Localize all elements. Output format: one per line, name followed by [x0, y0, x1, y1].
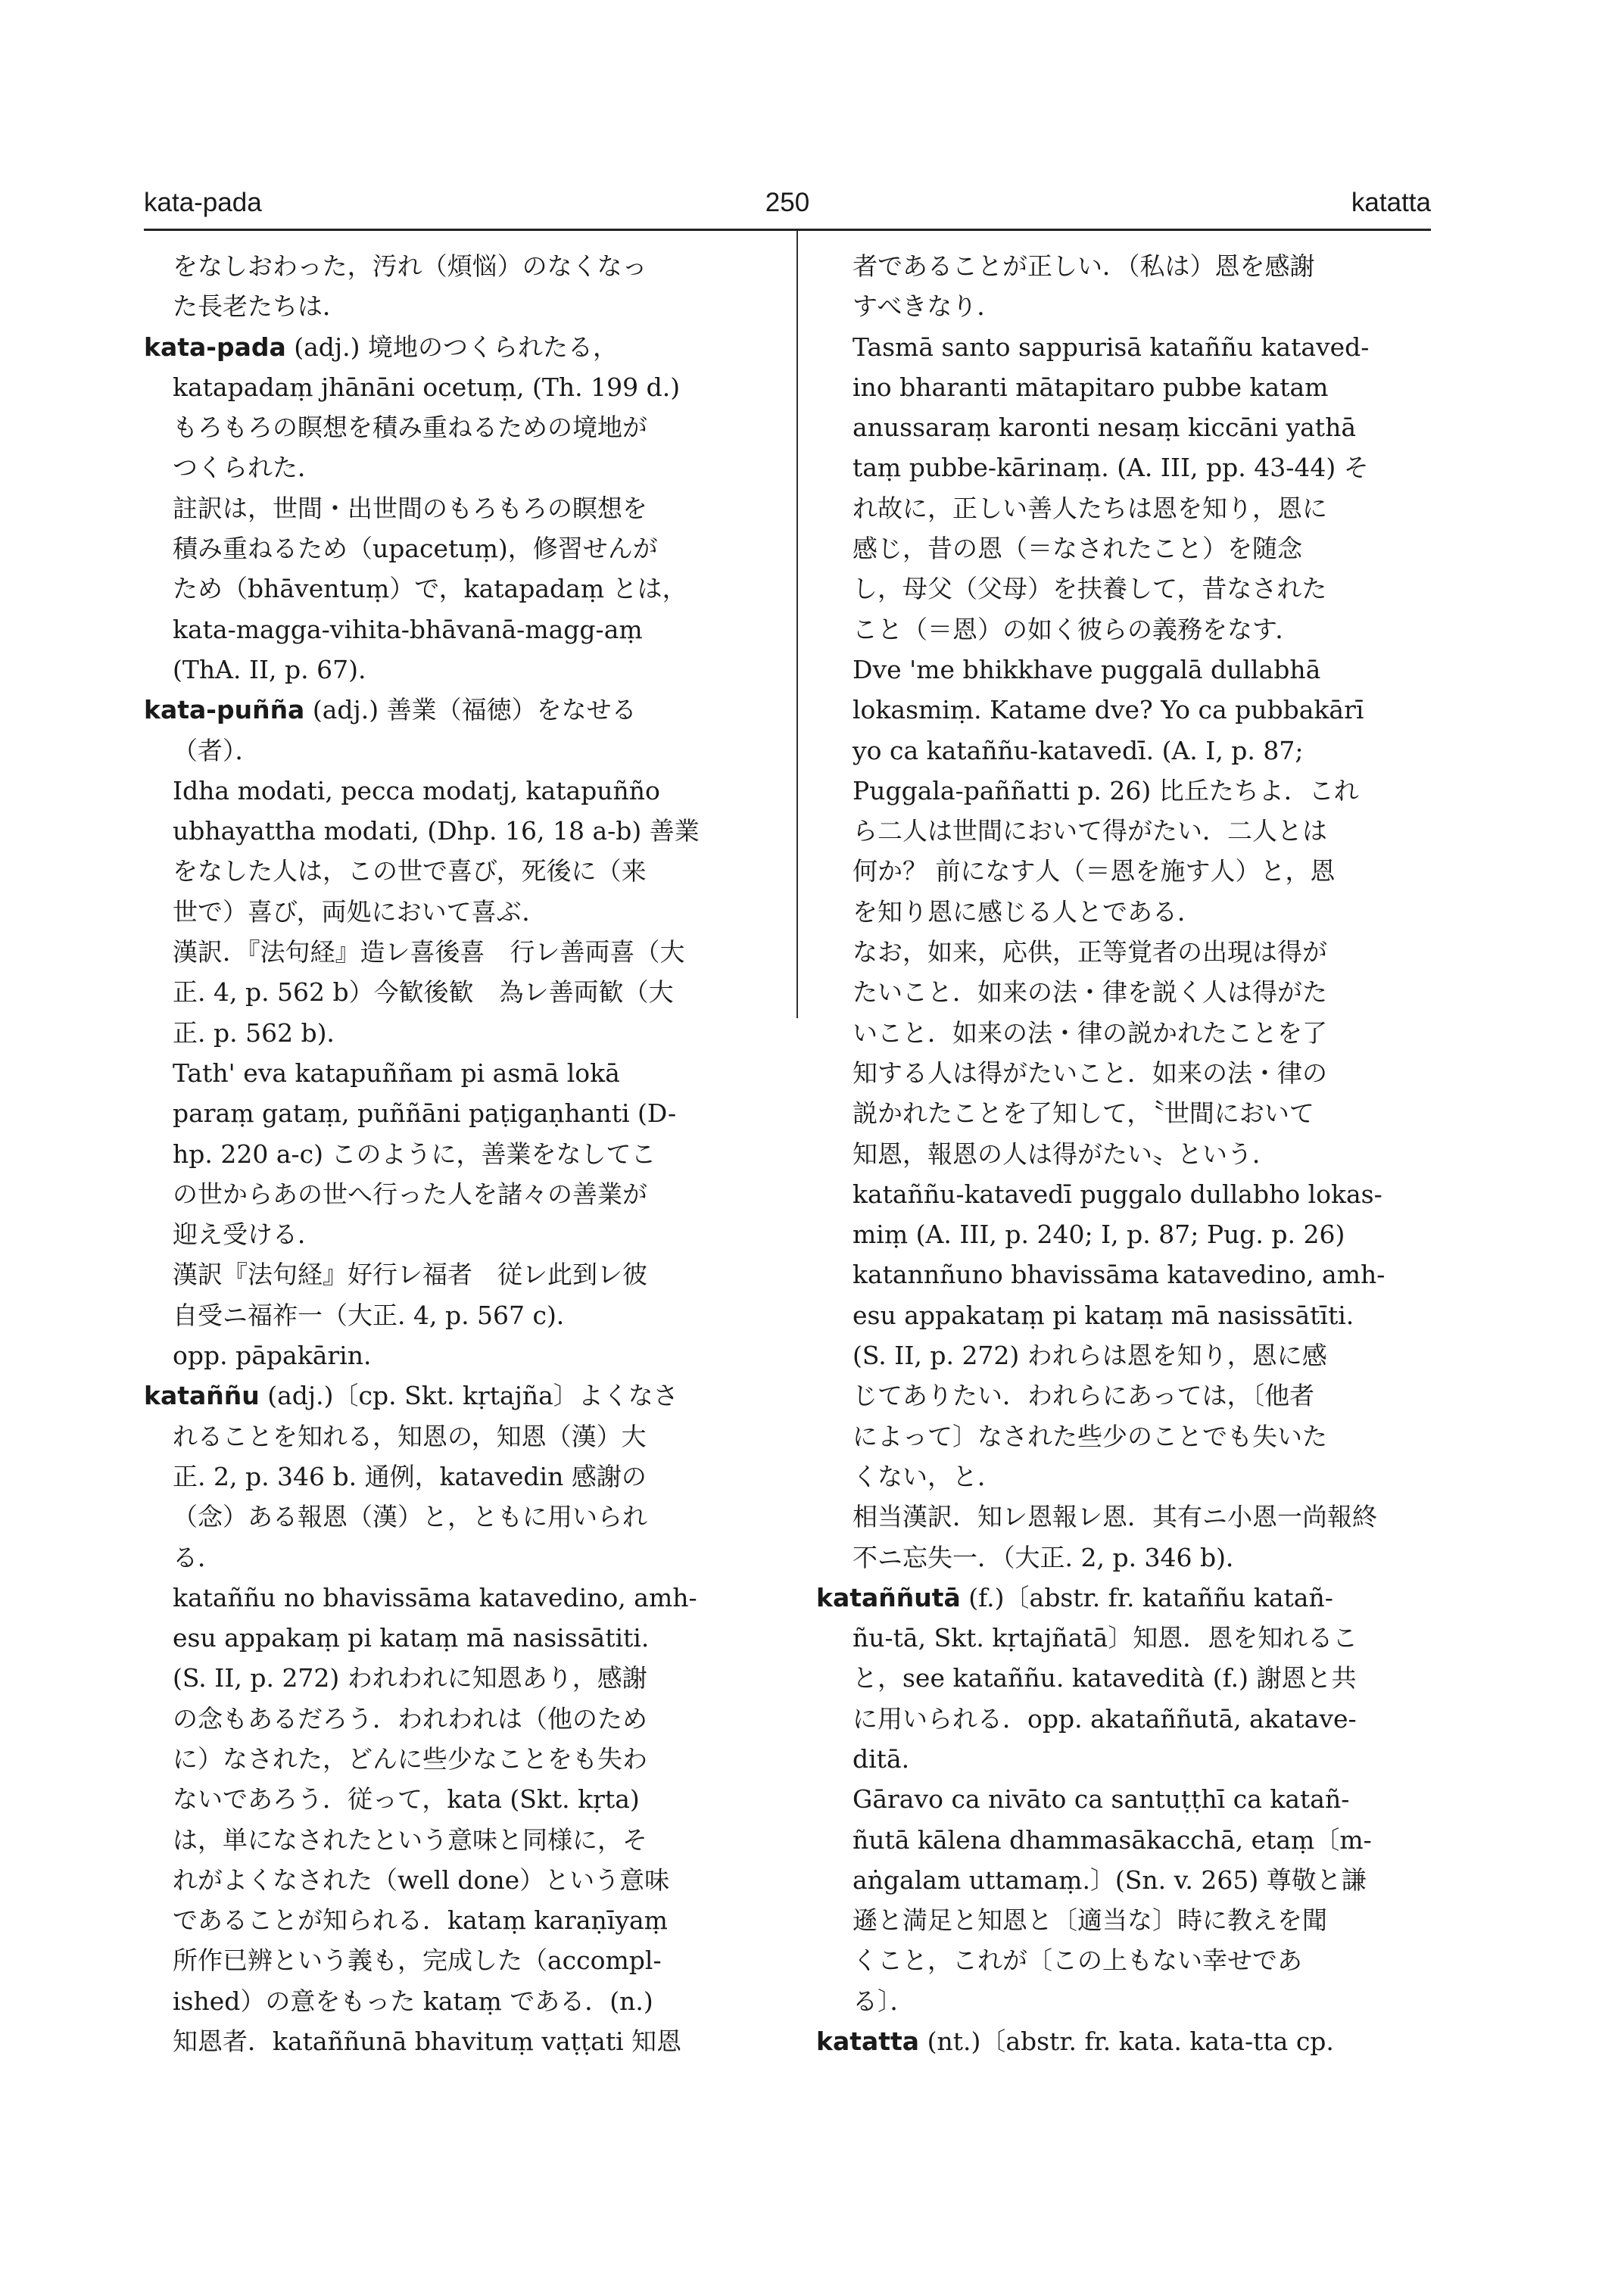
text-line: Gāravo ca nivāto ca santuṭṭhī ca katañ-: [853, 1784, 1350, 1815]
text-line: を知り恩に感じる人とである．: [853, 896, 1202, 927]
text-line: 不ニ忘失一．（大正. 2, p. 346 b)．: [853, 1542, 1252, 1572]
text-line: によって〕なされた些少のことでも失いた: [853, 1421, 1327, 1451]
headword: kata-puñña: [144, 695, 305, 725]
text-line: こと（＝恩）の如く彼らの義務をなす．: [853, 614, 1301, 644]
text-line: ため（bhāventuṃ）で，katapadaṃ とは，: [173, 574, 687, 604]
text-line: taṃ pubbe-kārinaṃ. (A. III, pp. 43-44) そ: [853, 453, 1369, 483]
text-line: くない，と．: [853, 1461, 1002, 1491]
right-column: [816, 246, 1431, 2061]
text-line: なお，如来，応供，正等覚者の出現は得が: [853, 937, 1327, 967]
text-line: ñu-tā, Skt. kṛtajñatā〕知恩．恩を知れるこ: [853, 1623, 1358, 1653]
text-line: と，see kataññu. katavedità (f.) 謝恩と共: [853, 1663, 1357, 1693]
text-line: 所作已辨という義も，完成した（accompl-: [173, 1946, 662, 1976]
text-line: 者であることが正しい．（私は）恩を感謝: [853, 251, 1315, 281]
left-column: [144, 246, 761, 2061]
headword: kata-pada: [144, 332, 286, 362]
text-line: 世で）喜び，両処において喜ぶ．: [173, 896, 547, 927]
page-header: [144, 188, 1431, 233]
text-line: anussaraṃ karonti nesaṃ kiccāni yathā: [853, 413, 1356, 443]
running-head-right: katatta: [1351, 188, 1431, 217]
text-line: (ThA. II, p. 67).: [173, 654, 366, 684]
text-line: じてありたい．われらにあっては，〔他者: [853, 1381, 1315, 1411]
text-line: 正. p. 562 b)．: [173, 1017, 352, 1048]
entry-headword-line: kataññutā (f.)〔abstr. fr. kataññu katañ-: [816, 1582, 1333, 1612]
text-line: Puggala-paññatti p. 26) 比丘たちよ．これ: [853, 775, 1359, 805]
text-line: 自受ニ福祚一（大正. 4, p. 567 c)．: [173, 1300, 581, 1330]
text-line: 註訳は，世間・出世間のもろもろの瞑想を: [173, 493, 647, 523]
text-line: 感じ，昔の恩（＝なされたこと）を随念: [853, 534, 1302, 564]
text-line: る．: [173, 1542, 223, 1572]
text-line: Tasmā santo sappurisā kataññu kataved-: [853, 332, 1370, 362]
text-line: ditā.: [853, 1743, 910, 1774]
text-line: kataññu-katavedī puggalo dullabho lokas-: [853, 1179, 1382, 1209]
headword: kataññu: [144, 1381, 260, 1411]
text-line: る〕．: [853, 1986, 915, 2016]
page-number: 250: [765, 188, 810, 217]
text-line: つくられた．: [173, 453, 323, 483]
headword: kataññutā: [816, 1582, 961, 1612]
text-line: paraṃ gataṃ, puññāni paṭigaṇhanti (D-: [173, 1098, 677, 1129]
text-line: kataññu no bhavissāma katavedino, amh-: [173, 1582, 697, 1612]
text-line: katannñuno bhavissāma katavedino, amh-: [853, 1260, 1386, 1290]
text-line: esu appakataṃ pi kataṃ mā nasissātīti.: [853, 1300, 1354, 1330]
text-line: すべきなり．: [853, 291, 1002, 322]
text-line: は，単になされたという意味と同様に，そ: [173, 1824, 647, 1855]
text-line: をなしおわった，汚れ（煩悩）のなくなっ: [173, 251, 647, 281]
headword: katatta: [816, 2027, 920, 2057]
text-line: 知恩者．kataññunā bhavituṃ vaṭṭati 知恩: [173, 2027, 682, 2057]
text-line: 漢訳．『法句経』造レ喜後喜 行レ善両喜（大: [173, 937, 685, 967]
text-line: 迎え受ける．: [173, 1220, 323, 1250]
text-line: yo ca kataññu-katavedī. (A. I, p. 87;: [853, 735, 1304, 765]
text-line: たいこと．如来の法・律を説く人は得がた: [853, 977, 1327, 1008]
text-line: opp. pāpakārin.: [173, 1341, 372, 1371]
text-line: いこと．如来の法・律の説かれたことを了: [853, 1017, 1327, 1048]
entry-headword-line: kata-puñña (adj.) 善業（福徳）をなせる: [144, 695, 637, 725]
text-line: 説かれたことを了知して，〝世間において: [853, 1098, 1314, 1129]
header-rule: [144, 229, 1431, 231]
text-line: ished）の意をもった kataṃ である．(n.): [173, 1986, 653, 2016]
entry-headword-line: kata-pada (adj.) 境地のつくられたる，: [144, 332, 618, 362]
column-divider: [796, 231, 798, 1018]
text-line: Tath' eva katapuññam pi asmā lokā: [173, 1058, 620, 1088]
text-line: 知恩，報恩の人は得がたい〟という．: [853, 1139, 1277, 1169]
text-line: に）なされた，どんに些少なことをも失わ: [173, 1743, 647, 1774]
entry-headword-line: katatta (nt.)〔abstr. fr. kata. kata-tta cp.: [816, 2027, 1334, 2057]
running-head-left: kata-pada: [144, 188, 262, 217]
text-line: Dve 'me bhikkhave puggalā dullabhā: [853, 654, 1321, 684]
text-line: 正. 4, p. 562 b）今歓後歓 為レ善両歓（大: [173, 977, 674, 1008]
text-line: ら二人は世間において得がたい．二人とは: [853, 816, 1327, 846]
text-line: に用いられる．opp. akataññutā, akatave-: [853, 1703, 1357, 1734]
text-line: (S. II, p. 272) われわれに知恩あり，感謝: [173, 1663, 647, 1693]
text-line: miṃ (A. III, p. 240; I, p. 87; Pug. p. 26): [853, 1220, 1345, 1250]
text-line: し，母父（父母）を扶養して，昔なされた: [853, 574, 1327, 604]
text-line: kata-magga-vihita-bhāvanā-magg-aṃ: [173, 614, 643, 644]
text-line: た長老たちは．: [173, 291, 348, 322]
text-line: Idha modati, pecca modatj, katapuñño: [173, 775, 660, 805]
text-line: 相当漢訳．知レ恩報レ恩．其有ニ小恩一尚報終: [853, 1502, 1377, 1532]
text-line: 何か？ 前になす人（＝恩を施す人）と，恩: [853, 856, 1336, 886]
text-line: 正. 2, p. 346 b. 通例，katavedin 感謝の: [173, 1461, 647, 1491]
text-line: ino bharanti mātapitaro pubbe katam: [853, 372, 1329, 402]
text-line: ないであろう．従って，kata (Skt. kṛta): [173, 1784, 640, 1815]
text-line: 知する人は得がたいこと．如来の法・律の: [853, 1058, 1327, 1088]
text-line: 積み重ねるため（upacetuṃ)，修習せんが: [173, 534, 658, 564]
text-line: れることを知れる，知恩の，知恩（漢）大: [173, 1421, 647, 1451]
text-line: hp. 220 a-c) このように，善業をなしてこ: [173, 1139, 656, 1169]
text-line: であることが知られる．kataṃ karaṇīyaṃ: [173, 1905, 668, 1936]
text-line: 遜と満足と知恩と〔適当な〕時に教えを聞: [853, 1905, 1327, 1936]
text-line: 漢訳『法句経』好行レ福者 従レ此到レ彼: [173, 1260, 647, 1290]
text-line: の念もあるだろう．われわれは（他のため: [173, 1703, 647, 1734]
text-line: aṅgalam uttamaṃ.〕(Sn. v. 265) 尊敬と謙: [853, 1865, 1367, 1895]
text-line: れ故に，正しい善人たちは恩を知り，恩に: [853, 493, 1327, 523]
text-line: の世からあの世へ行った人を諸々の善業が: [173, 1179, 647, 1209]
text-line: （者）．: [173, 735, 260, 765]
text-line: れがよくなされた（well done）という意味: [173, 1865, 670, 1895]
text-line: をなした人は，この世で喜び，死後に（来: [173, 856, 647, 886]
text-line: (S. II, p. 272) われらは恩を知り，恩に感: [853, 1341, 1327, 1371]
text-line: ñutā kālena dhammasākacchā, etaṃ〔m-: [853, 1824, 1372, 1855]
text-line: ubhayattha modati, (Dhp. 16, 18 a-b) 善業: [173, 816, 700, 846]
text-line: （念）ある報恩（漢）と，ともに用いられ: [173, 1502, 647, 1532]
text-line: lokasmiṃ. Katame dve? Yo ca pubbakārī: [853, 695, 1364, 725]
text-line: esu appakaṃ pi kataṃ mā nasissātiti.: [173, 1623, 650, 1653]
text-line: katapadaṃ jhānāni ocetuṃ, (Th. 199 d.): [173, 372, 681, 402]
text-line: もろもろの瞑想を積み重ねるための境地が: [173, 413, 647, 443]
entry-headword-line: kataññu (adj.)〔cp. Skt. kṛtajña〕よくなさ: [144, 1381, 678, 1411]
text-line: くこと，これが〔この上もない幸せであ: [853, 1946, 1302, 1976]
